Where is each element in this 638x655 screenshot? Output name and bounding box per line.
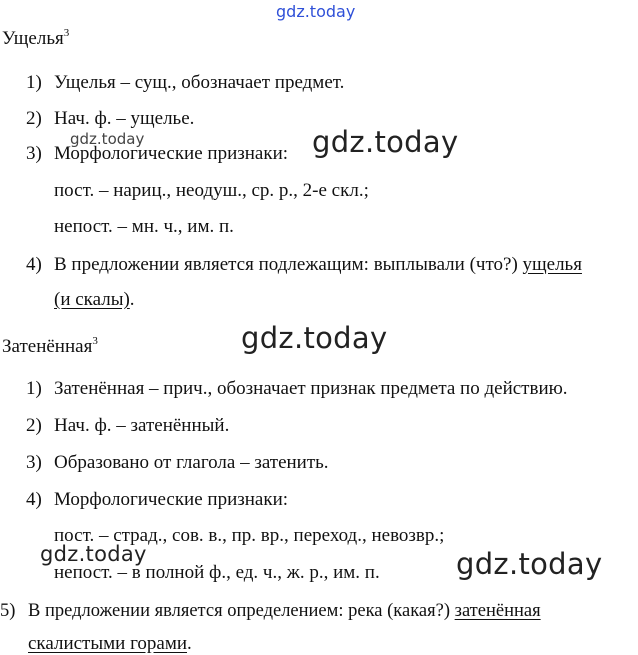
watermark-small: gdz.today — [70, 130, 145, 148]
item-number: 4) — [26, 489, 42, 510]
watermark-center: gdz.today — [241, 321, 388, 355]
item-number: 5) — [0, 601, 16, 621]
section2-heading — [2, 336, 98, 358]
section1-item-4 — [26, 254, 582, 276]
sentence-end: . — [187, 633, 192, 654]
section2-heading-word: Затенённая — [2, 336, 93, 357]
watermark-lower-right: gdz.today — [456, 547, 603, 581]
item-text: Образовано от глагола – затенить. — [54, 452, 329, 473]
section2-variable-features: непост. – в полной ф., ед. ч., ж. р., им. п. — [54, 562, 380, 583]
section2-item-5 — [0, 600, 541, 622]
section1-item-2 — [26, 108, 194, 130]
item-text: Затенённая – прич., обозначает признак предмета по действию. — [54, 378, 568, 399]
section2-item-3 — [26, 452, 329, 474]
sentence-end: . — [129, 289, 135, 310]
item-text: Нач. ф. – затенённый. — [54, 415, 230, 436]
watermark-top: gdz.today — [276, 2, 356, 21]
section2-item-1 — [26, 378, 568, 400]
section1-item-4-continuation — [54, 289, 135, 311]
section1-item-3 — [26, 143, 288, 165]
section2-item-2 — [26, 415, 229, 437]
watermark-mid-right: gdz.today — [312, 125, 459, 159]
item-number: 3) — [26, 143, 42, 164]
watermark-lower-left: gdz.today — [40, 542, 147, 566]
underlined-attribute: затенённая — [454, 601, 541, 621]
section1-constant-features: пост. – нариц., неодуш., ср. р., 2-е скл.; — [54, 180, 369, 201]
item-text: Морфологические признаки: — [54, 143, 289, 164]
section1-variable-features: непост. – мн. ч., им. п. — [54, 216, 234, 237]
item-text: В предложении является определением: река (какая?) — [28, 601, 451, 621]
item-number: 3) — [26, 452, 42, 473]
item-number: 1) — [26, 72, 42, 93]
section2-heading-sup: 3 — [92, 335, 98, 347]
item-number: 4) — [26, 254, 42, 275]
section1-heading — [2, 28, 69, 50]
item-number: 2) — [26, 415, 42, 436]
item-text: В предложении является подлежащим: выплывали (что?) — [54, 254, 518, 275]
item-number: 1) — [26, 378, 42, 399]
section1-heading-word: Ущелья — [2, 28, 64, 49]
item-number: 2) — [26, 108, 42, 129]
underlined-subject: ущелья — [522, 254, 582, 275]
item-text: Нач. ф. – ущелье. — [54, 108, 195, 129]
section2-item-5-continuation — [28, 633, 192, 655]
underlined-subject-cont: (и скалы) — [54, 289, 130, 310]
item-text: Ущелья – сущ., обозначает предмет. — [54, 72, 345, 93]
section2-item-4 — [26, 489, 288, 511]
section2-constant-features: пост. – страд., сов. в., пр. вр., переход., невозвр.; — [54, 525, 445, 546]
item-text: Морфологические признаки: — [54, 489, 289, 510]
section1-item-1 — [26, 72, 344, 94]
section1-heading-sup: 3 — [63, 27, 70, 39]
underlined-attribute-cont: скалистыми горами — [28, 633, 188, 654]
